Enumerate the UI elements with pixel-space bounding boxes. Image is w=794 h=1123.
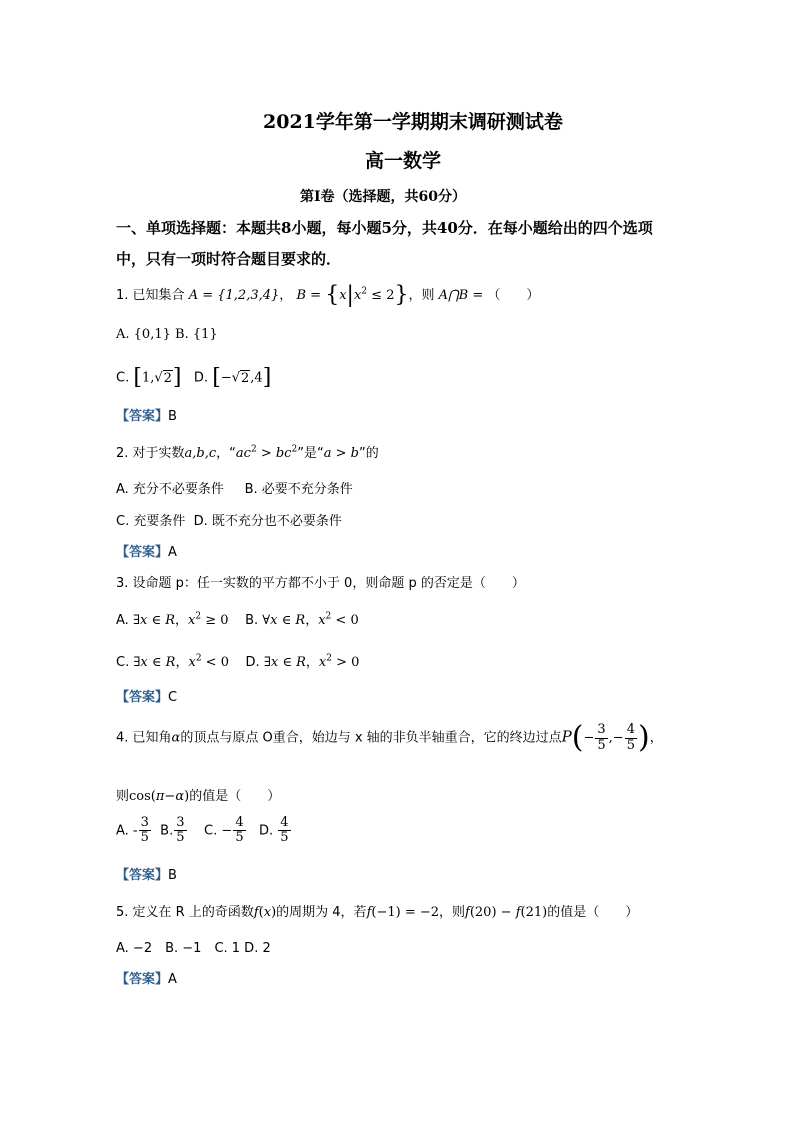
q4-options: A. - $\frac{3}{5}$ B. $\frac{3}{5}$ C. − $\frac{4}{5}$ D. $\frac{4}{5}$ (116, 815, 289, 846)
q1-option-a: A. {0,1} (116, 327, 171, 342)
q5-options: A. −2 B. −1 C. 1 D. 2 (116, 941, 271, 956)
q1-option-d-label: D. (193, 370, 209, 386)
question-3: 3. 设命题 p：任一实数的平方都不小于 0，则命题 p 的否定是（ ） (116, 576, 525, 591)
q3-answer-value: C (168, 690, 178, 705)
question-4: 4. 已知角α的顶点与原点 O重合，始边与 x 轴的非负半轴重合，它的终边过点P(− $\frac{3}{5}$ ,− $\frac{4}{5}$ )， (116, 720, 663, 755)
q1-stem: 已知集合 (132, 288, 185, 303)
q1-set-a: A = {1,2,3,4} (188, 288, 280, 303)
q1-answer-value: B (168, 409, 177, 424)
q3-answer: 【答案】C (116, 690, 178, 705)
section-heading-line-2: 中，只有一项时符合题目要求的． (116, 250, 342, 268)
q2-option-b: B. 必要不充分条件 (244, 482, 353, 497)
q1-expr: A⋂B = (438, 288, 484, 303)
question-1: 1. 已知集合 A = {1,2,3,4}， $B = \{x|x^2 \le 2\}$，则 A⋂B = （ ） (116, 282, 540, 308)
question-5: 5. 定义在 R 上的奇函数f(x)的周期为 4，若f(−1) = −2，则f(20) − f(21)的值是（ ） (116, 905, 639, 920)
part-heading: 第Ⅰ卷（选择题，共60分） (300, 189, 467, 205)
section-heading-line-1: 一、单项选择题：本题共8小题，每小题5分，共40分．在每小题给出的四个选项 (116, 219, 653, 237)
q2-answer: 【答案】A (116, 545, 177, 560)
q1-comma: ， (279, 288, 293, 303)
q2-options-ab (116, 478, 353, 497)
q2-options-cd (116, 510, 342, 529)
q1-options-ab (116, 327, 218, 342)
q1-options-cd: C. [1,√2] D. [−√2,4] (116, 365, 272, 390)
q3-options-cd: C. ∃x ∈ R，$x^2 < 0$ D. ∃x ∈ R，$x^2 > 0$ (116, 653, 360, 670)
q1-paren: （ ） (487, 288, 540, 303)
q4-answer: 【答案】B (116, 868, 177, 883)
q2-option-a: A. 充分不必要条件 (116, 482, 224, 497)
q4-line-2: 则cos(π−α)的值是（ ） (116, 789, 281, 804)
q3-options-ab: A. ∃x ∈ R，$x^2 \ge 0$ B. ∀x ∈ R，$x^2 < 0$ (116, 611, 359, 628)
exam-subject: 高一数学 (365, 150, 442, 172)
exam-title: 2021学年第一学期期末调研测试卷 (263, 111, 563, 133)
q5-answer-value: A (168, 972, 177, 987)
q2-option-d: D. 既不充分也不必要条件 (193, 514, 342, 529)
q1-answer: 【答案】B (116, 409, 177, 424)
q2-option-c: C. 充要条件 (116, 514, 186, 529)
q5-answer: 【答案】A (116, 972, 177, 987)
q2-vars: a,b,c (184, 446, 217, 461)
q1-then: ，则 (408, 288, 435, 303)
question-2: 2. 对于实数a,b,c，“$ac^2 > bc^2$”是“a > b”的 (116, 444, 379, 461)
q1-option-c-label: C. (116, 370, 130, 386)
q1-number: 1. (116, 288, 133, 303)
q1-option-b: B. {1} (175, 327, 218, 342)
q4-answer-value: B (168, 868, 177, 883)
q2-answer-value: A (168, 545, 177, 560)
